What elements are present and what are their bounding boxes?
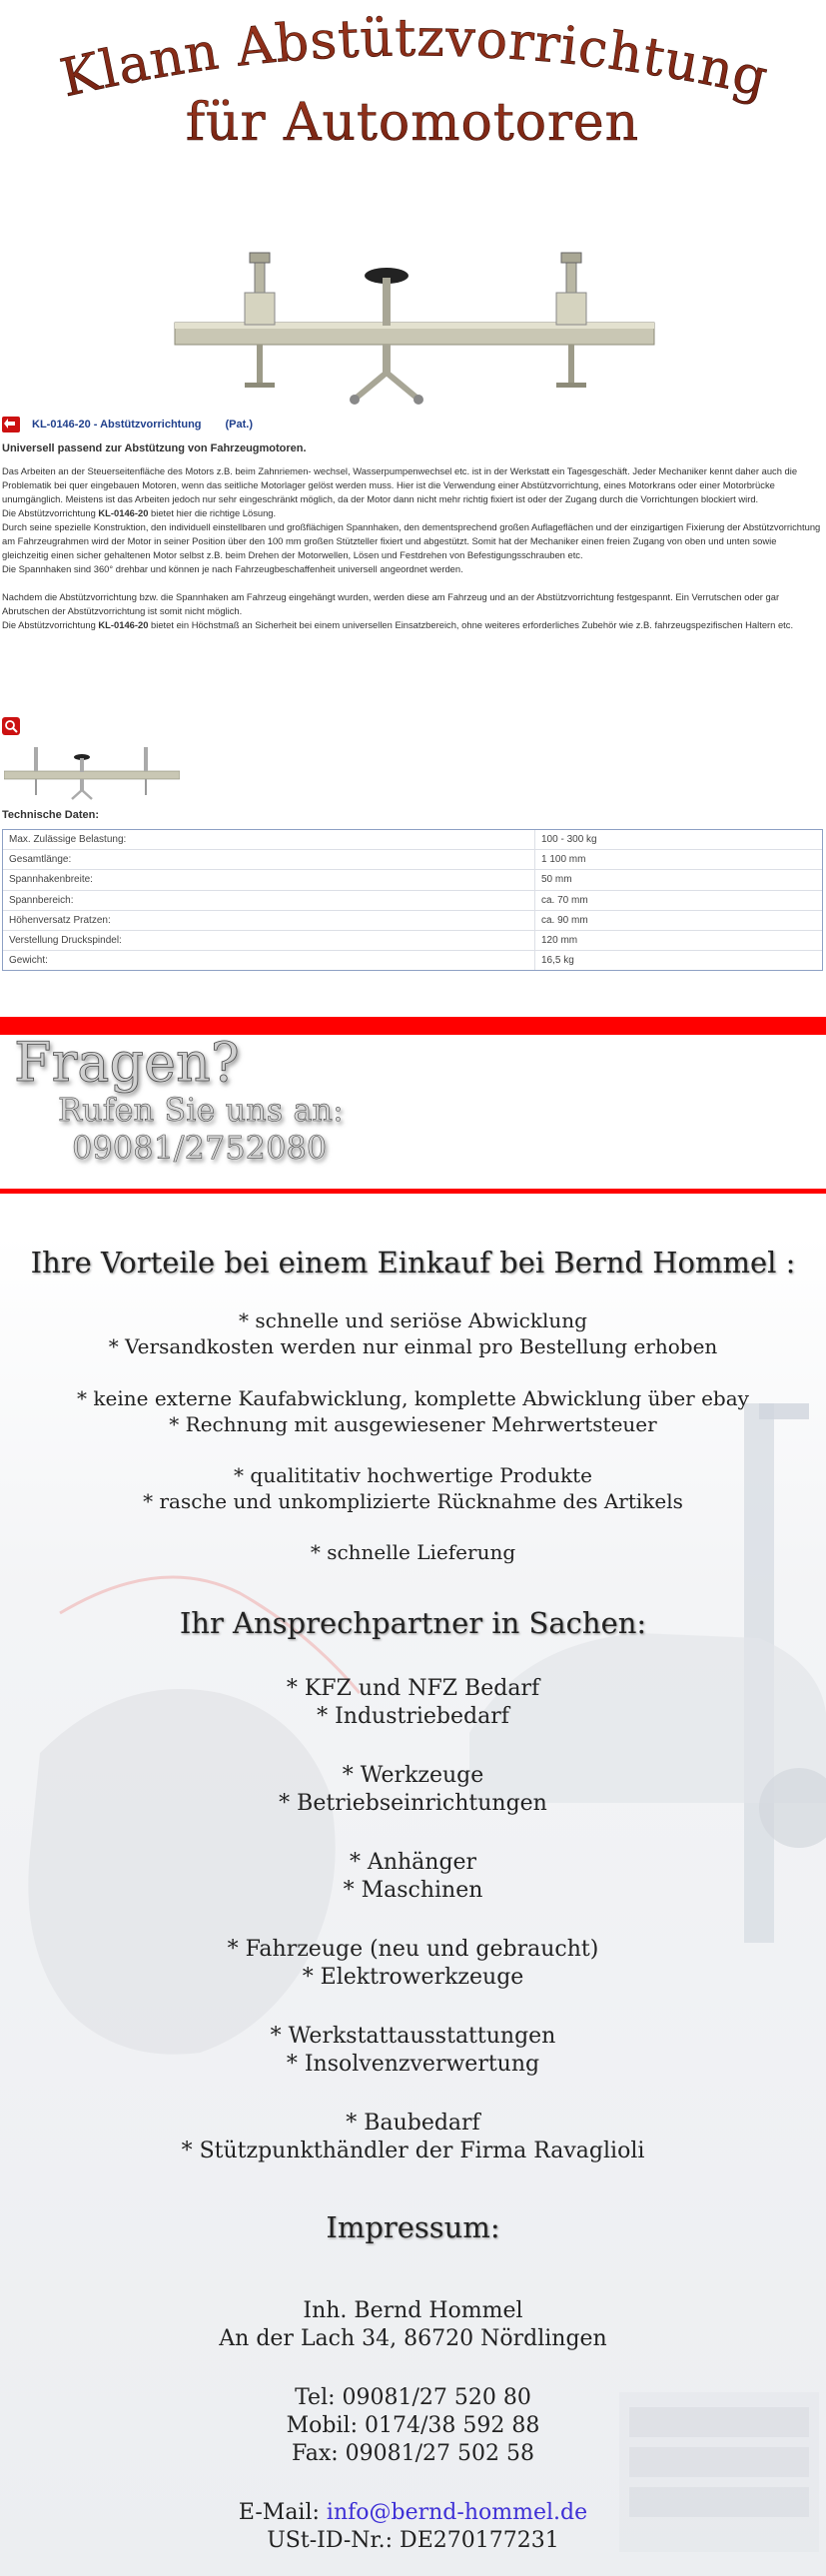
partner-item: * Maschinen	[343, 1878, 483, 1903]
advantage-item: * Rechnung mit ausgewiesener Mehrwertsteuer	[169, 1412, 657, 1436]
impressum-ust: USt-ID-Nr.: DE270177231	[267, 2528, 559, 2553]
tech-label: Verstellung Druckspindel:	[3, 930, 535, 950]
tech-label: Höhenversatz Pratzen:	[3, 910, 535, 930]
tech-value: 120 mm	[535, 930, 823, 950]
product-thumbnail[interactable]	[4, 743, 180, 801]
product-paragraph: Das Arbeiten an der Steuerseitenfläche des Motors z.B. beim Zahnriemen- wechsel, Wasserpumpenwechsel etc. ist in der Werkstatt ein Tagesgeschäft. Jeder Mechaniker kennt daher auch die Problematik bei quer eingebauen Motoren, wenn das seitliche Motorlager gelöst werden muss. Hier ist die Verwendung einer Abstützvorrichtung, eines Motorkrans oder einer Motorbrücke unumgänglich. Meistens ist das Arbeiten jedoch nur sehr eingeschränkt möglich, da der Motor dann nicht mehr richtig fixiert ist oder der Zugang durch die Vorrichtungen blockiert wird.	[2, 465, 798, 504]
partner-item: * Industriebedarf	[317, 1704, 509, 1729]
tech-value: ca. 70 mm	[535, 890, 823, 910]
partner-item: * Werkstattausstattungen	[270, 2024, 556, 2049]
tech-row	[3, 850, 822, 870]
tech-label: Spannbereich:	[3, 890, 535, 910]
partner-title: Ihr Ansprechpartner in Sachen:	[179, 1606, 647, 1640]
tech-value: ca. 90 mm	[535, 910, 823, 930]
partner-item: * Werkzeuge	[342, 1763, 484, 1788]
tech-value: 16,5 kg	[535, 951, 823, 971]
title-line-2: für Automotoren	[185, 93, 640, 153]
product-paragraph: Durch seine spezielle Konstruktion, den individuell einstellbaren und großflächigen Spannhaken, den dementsprechend großen Auflageflächen und der einzigartigen Fixierung der Abstützvorrichtung am Fahrzeugrahmen wird der Motor in seiner Position über den 100 mm großen Stützteller fixiert und abgestützt. Somit hat der Mechaniker einen freien Zugang von oben und unten sowie gleichzeitig einen sicher gehaltenen Motor selbst z.B. beim Drehen der Motorwellen, Lösen und Festdrehen von Befestigungsschrauben etc.	[2, 521, 821, 560]
zoom-icon[interactable]	[2, 717, 20, 735]
title-line-1: Klann Abstützvorrichtung	[55, 8, 774, 110]
red-arrow-icon	[2, 417, 20, 432]
tech-data-table	[2, 829, 823, 971]
contact-banner	[0, 1029, 826, 1179]
impressum-email: E-Mail: info@bernd-hommel.de	[238, 2500, 588, 2525]
advantage-item: * keine externe Kaufabwicklung, komplette Abwicklung über ebay	[77, 1386, 749, 1410]
tech-label: Spannhakenbreite:	[3, 870, 535, 890]
product-paragraph: Die Spannhaken sind 360° drehbar und können je nach Fahrzeugbeschaffenheit universell angeordnet werden.	[2, 563, 463, 574]
product-description	[0, 410, 826, 967]
impressum-fax: Fax: 09081/27 502 58	[291, 2441, 535, 2466]
tech-value: 50 mm	[535, 870, 823, 890]
tech-value: 100 - 300 kg	[535, 830, 823, 850]
advantage-item: * schnelle und seriöse Abwicklung	[239, 1308, 587, 1332]
tech-value: 1 100 mm	[535, 850, 823, 870]
advantage-item: * schnelle Lieferung	[310, 1540, 516, 1564]
product-paragraph: Die Abstützvorrichtung KL-0146-20 bietet hier die richtige Lösung.	[2, 507, 277, 518]
tech-row	[3, 951, 822, 971]
tech-row	[3, 890, 822, 910]
impressum-mobil: Mobil: 0174/38 592 88	[286, 2413, 540, 2438]
product-patent: (Pat.)	[225, 419, 254, 430]
page-title	[0, 8, 826, 158]
partner-item: * Stützpunkthändler der Firma Ravaglioli	[181, 2139, 645, 2163]
partner-item: * Baubedarf	[346, 2111, 480, 2136]
tech-label: Max. Zulässige Belastung:	[3, 830, 535, 850]
tech-data-title: Technische Daten:	[2, 809, 99, 821]
fragen-heading: Fragen?	[14, 1031, 240, 1094]
impressum-owner: Inh. Bernd Hommel	[303, 2298, 523, 2323]
tech-label: Gewicht:	[9, 955, 48, 967]
promo-section	[0, 1194, 826, 2576]
advantage-item: * Versandkosten werden nur einmal pro Bestellung erhoben	[108, 1334, 718, 1358]
tech-row	[3, 830, 822, 850]
advantages-title: Ihre Vorteile bei einem Einkauf bei Bernd Hommel :	[30, 1246, 796, 1280]
product-subtitle: Universell passend zur Abstützung von Fahrzeugmotoren.	[2, 442, 307, 454]
partner-item: * Betriebseinrichtungen	[279, 1791, 547, 1816]
product-paragraph: Nachdem die Abstützvorrichtung bzw. die Spannhaken am Fahrzeug eingehängt wurden, werden diese am Fahrzeug und an der Abstützvorrichtung festgespannt. Ein Verrutschen oder gar Abrutschen der Abstützvorrichtung ist somit nicht möglich.	[2, 591, 780, 616]
impressum-title: Impressum:	[326, 2210, 500, 2244]
impressum-tel: Tel: 09081/27 520 80	[295, 2385, 531, 2410]
fragen-phone[interactable]: 09081/2752080	[72, 1129, 328, 1167]
product-photo	[165, 238, 664, 408]
product-header	[0, 410, 826, 439]
partner-item: * KFZ und NFZ Bedarf	[286, 1676, 540, 1701]
partner-item: * Anhänger	[349, 1850, 477, 1875]
product-paragraph: Die Abstützvorrichtung KL-0146-20 bietet ein Höchstmaß an Sicherheit bei einem universellen Einsatzbereich, ohne weiteres erforderliches Zubehör wie z.B. fahrzeugspezifischen Haltern etc.	[2, 619, 794, 630]
email-link[interactable]: info@bernd-hommel.de	[326, 2500, 588, 2525]
tech-row	[3, 870, 822, 890]
partner-item: * Fahrzeuge (neu und gebraucht)	[227, 1937, 599, 1962]
partner-item: * Elektrowerkzeuge	[302, 1965, 524, 1990]
fragen-line: Rufen Sie uns an:	[58, 1091, 344, 1129]
product-text	[0, 464, 825, 632]
tech-label: Gesamtlänge:	[3, 850, 535, 870]
page-title-art	[0, 8, 826, 158]
advantage-item: * qualititativ hochwertige Produkte	[234, 1463, 592, 1487]
tech-row	[3, 930, 822, 950]
impressum-address: An der Lach 34, 86720 Nördlingen	[219, 2326, 607, 2351]
tech-row	[3, 910, 822, 930]
advantage-item: * rasche und unkomplizierte Rücknahme des Artikels	[143, 1489, 683, 1513]
partner-item: * Insolvenzverwertung	[286, 2052, 540, 2077]
product-code[interactable]: KL-0146-20 - Abstützvorrichtung	[32, 419, 202, 430]
